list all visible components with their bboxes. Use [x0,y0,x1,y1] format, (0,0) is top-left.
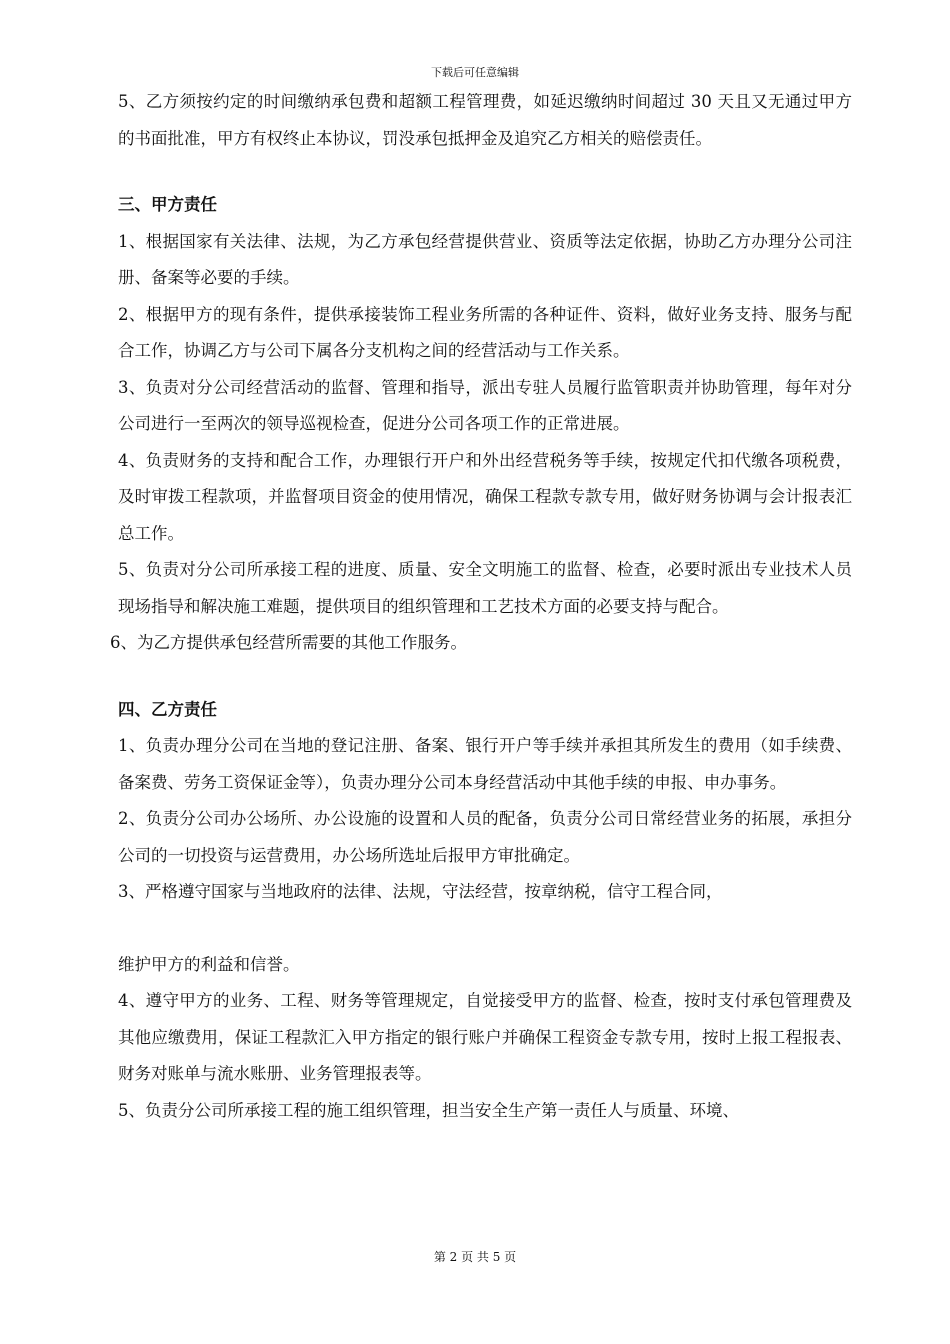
paragraph-gap [110,911,852,947]
document-body [110,84,852,1129]
party-a-item-3: 3、负责对分公司经营活动的监督、管理和指导，派出专驻人员履行监管职责并协助管理，每年对分公司进行一至两次的领导巡视检查，促进分公司各项工作的正常进展。 [118,377,852,433]
page-number: 第 2 页 共 5 页 [433,1250,517,1264]
party-b-item-2: 2、负责分公司办公场所、办公设施的设置和人员的配备，负责分公司日常经营业务的拓展，承担分公司的一切投资与运营费用，办公场所选址后报甲方审批确定。 [118,809,852,865]
party-a-item-2: 2、根据甲方的现有条件，提供承接装饰工程业务所需的各种证件、资料，做好业务支持、服务与配合工作，协调乙方与公司下属各分支机构之间的经营活动与工作关系。 [118,304,852,360]
section-heading-party-a: 三、甲方责任 [118,195,217,214]
party-b-item-3: 3、严格遵守国家与当地政府的法律、法规，守法经营，按章纳税，信守工程合同， [118,882,723,901]
party-a-item-6: 6、为乙方提供承包经营所需要的其他工作服务。 [110,633,467,652]
party-a-item-4: 4、负责财务的支持和配合工作，办理银行开户和外出经营税务等手续，按规定代扣代缴各项税费，及时审拨工程款项，并监督项目资金的使用情况，确保工程款专款专用，做好财务协调与会计报表汇总工作。 [118,450,852,543]
party-b-item-3-cont: 维护甲方的利益和信誉。 [118,954,300,974]
page-header: 下载后可任意编辑 [431,66,519,79]
party-a-item-5: 5、负责对分公司所承接工程的进度、质量、安全文明施工的监督、检查，必要时派出专业技术人员现场指导和解决施工难题，提供项目的组织管理和工艺技术方面的必要支持与配合。 [118,560,852,616]
section-gap [110,662,852,692]
party-b-item-5: 5、负责分公司所承接工程的施工组织管理，担当安全生产第一责任人与质量、环境、 [118,1100,739,1120]
section-heading-party-b: 四、乙方责任 [118,699,217,719]
party-b-item-1: 1、负责办理分公司在当地的登记注册、备案、银行开户等手续并承担其所发生的费用（如手续费、备案费、劳务工资保证金等），负责办理分公司本身经营活动中其他手续的申报、申办事务。 [118,736,852,792]
section-gap [110,157,852,187]
party-a-item-1: 1、根据国家有关法律、法规，为乙方承包经营提供营业、资质等法定依据，协助乙方办理分公司注册、备案等必要的手续。 [118,231,852,287]
party-b-item-4: 4、遵守甲方的业务、工程、财务等管理规定，自觉接受甲方的监督、检查，按时支付承包管理费及其他应缴费用，保证工程款汇入甲方指定的银行账户并确保工程资金专款专用，按时上报工程报表、财务对账单与流水账册、业务管理报表等。 [118,991,852,1083]
paragraph-2-5: 5、乙方须按约定的时间缴纳承包费和超额工程管理费，如延迟缴纳时间超过 30 天且又无通过甲方的书面批准，甲方有权终止本协议，罚没承包抵押金及追究乙方相关的赔偿责任。 [118,92,852,148]
